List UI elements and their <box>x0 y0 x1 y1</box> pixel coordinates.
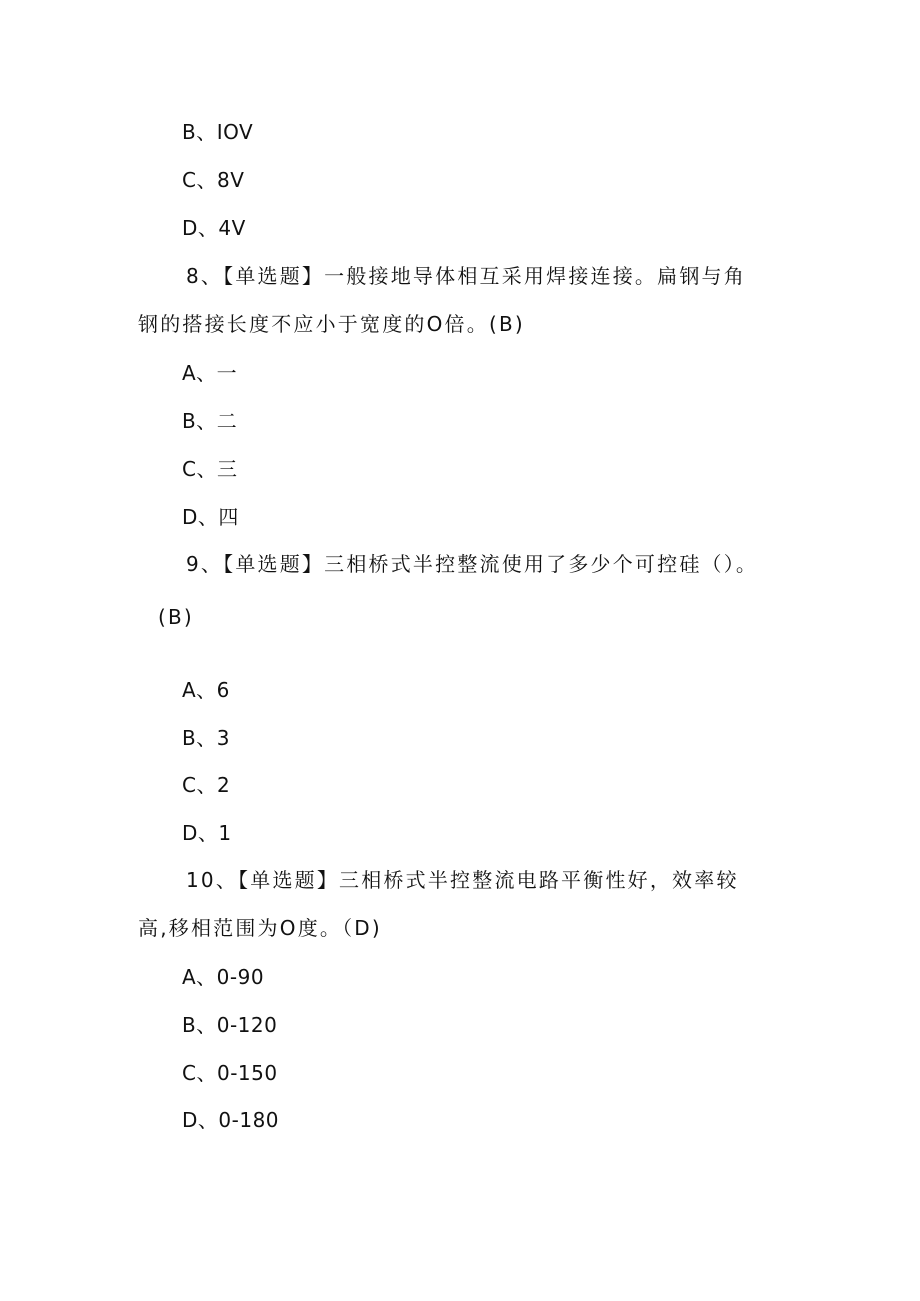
question-9-line-1: 9、【单选题】三相桥式半控整流使用了多少个可控硅（）。 <box>186 552 759 576</box>
option-d-q9: D、1 <box>182 821 232 845</box>
option-c-q10: C、0-150 <box>182 1061 278 1085</box>
question-10-line-1: 10、【单选题】三相桥式半控整流电路平衡性好，效率较 <box>186 868 739 892</box>
option-a-q9: A、6 <box>182 678 230 702</box>
option-c-q7: C、8V <box>182 168 245 192</box>
question-9-line-2: (B) <box>158 605 194 629</box>
option-b-q7: B、IOV <box>182 120 254 144</box>
option-d-q8: D、四 <box>182 505 239 529</box>
option-b-q9: B、3 <box>182 726 230 750</box>
option-a-q10: A、0-90 <box>182 965 265 989</box>
option-a-q8: A、一 <box>182 361 238 385</box>
question-8-line-2: 钢的搭接长度不应小于宽度的O倍。(B) <box>138 312 525 336</box>
option-d-q10: D、0-180 <box>182 1108 280 1132</box>
option-c-q8: C、三 <box>182 457 238 481</box>
option-b-q10: B、0-120 <box>182 1013 278 1037</box>
question-10-line-2: 高,移相范围为O度。（D) <box>138 916 382 940</box>
option-b-q8: B、二 <box>182 409 238 433</box>
question-8-line-1: 8、【单选题】一般接地导体相互采用焊接连接。扁钢与角 <box>186 264 746 288</box>
option-c-q9: C、2 <box>182 773 231 797</box>
option-d-q7: D、4V <box>182 216 246 240</box>
